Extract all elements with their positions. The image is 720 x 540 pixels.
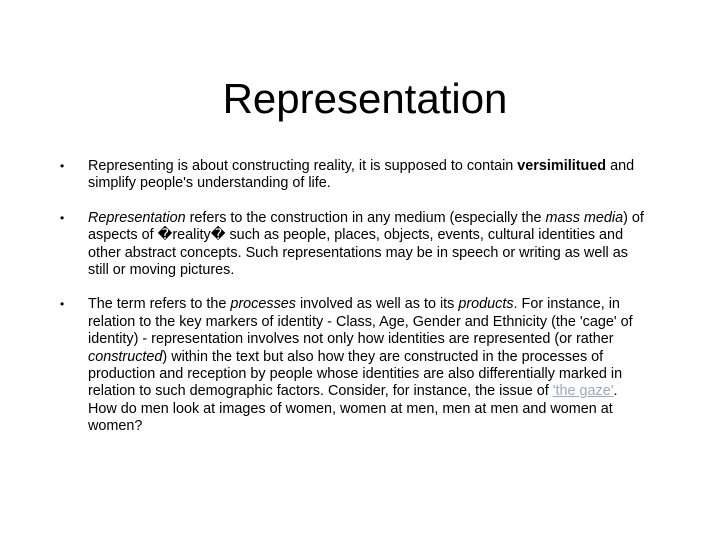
italic-text: products	[458, 296, 514, 313]
bold-text: versimilitued	[517, 158, 607, 174]
bullet-item-1	[60, 158, 650, 193]
the-gaze-link[interactable]: 'the gaze'	[552, 383, 614, 400]
slide-title: Representation	[222, 75, 508, 122]
bullet-item-3	[60, 296, 650, 435]
italic-text: Representation	[88, 209, 186, 226]
bullet-icon: •	[60, 210, 65, 225]
bullet-icon: •	[60, 159, 65, 173]
bullet-text: ) of aspects of �reality� such as people, places, objects, events, cultural identities and other abstract concepts. Such representations may be in speech or writing as well as still or moving pictures.	[88, 209, 644, 279]
italic-text: processes	[230, 296, 296, 313]
bullet-text: . How do men look at images of women, women at men, men at men and women at women?	[88, 383, 618, 435]
italic-text: mass media	[545, 209, 624, 226]
italic-text: constructed	[88, 348, 163, 365]
bullet-item-2	[60, 210, 650, 280]
bullet-icon: •	[60, 297, 65, 312]
bullet-text: refers to the construction in any medium (especially the	[185, 209, 546, 226]
bullet-text: The term refers to the	[88, 296, 231, 313]
bullet-text: . For instance, in relation to the key markers of identity - Class, Age, Gender and Ethnicity (the 'cage' of identity) - representation involves not only how identities are represented (or rather	[88, 296, 633, 348]
bullet-text: ) within the text but also how they are constructed in the processes of production and reception by people whose identities are also differentially marked in relation to such demographic factors. Consider, for instance, the issue of	[88, 348, 623, 400]
bullet-list	[60, 158, 650, 453]
bullet-text: Representing is about constructing reality, it is supposed to contain	[88, 158, 518, 174]
bullet-text: involved as well as to its	[295, 296, 459, 313]
bullet-text: and simplify people's understanding of life.	[88, 158, 635, 192]
